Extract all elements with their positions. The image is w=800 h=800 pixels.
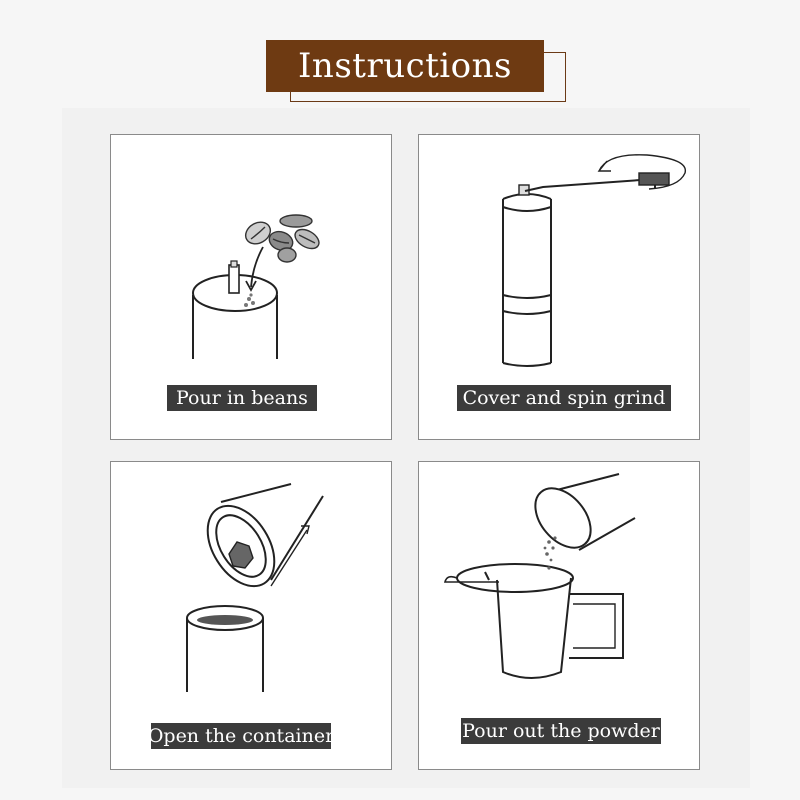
step-card-spin-grind	[418, 134, 700, 440]
step-caption-open-container: Open the container	[147, 725, 335, 747]
step-caption-pour-powder: Pour out the powder	[462, 720, 660, 742]
step-caption-pour-beans: Pour in beans	[167, 385, 317, 411]
header-banner	[266, 40, 568, 104]
step-card-pour-beans	[110, 134, 392, 440]
step-card-open-container	[110, 461, 392, 770]
page-title: Instructions	[266, 40, 544, 92]
step-caption-spin-grind: Cover and spin grind	[457, 385, 671, 411]
step-card-pour-powder	[418, 461, 700, 770]
